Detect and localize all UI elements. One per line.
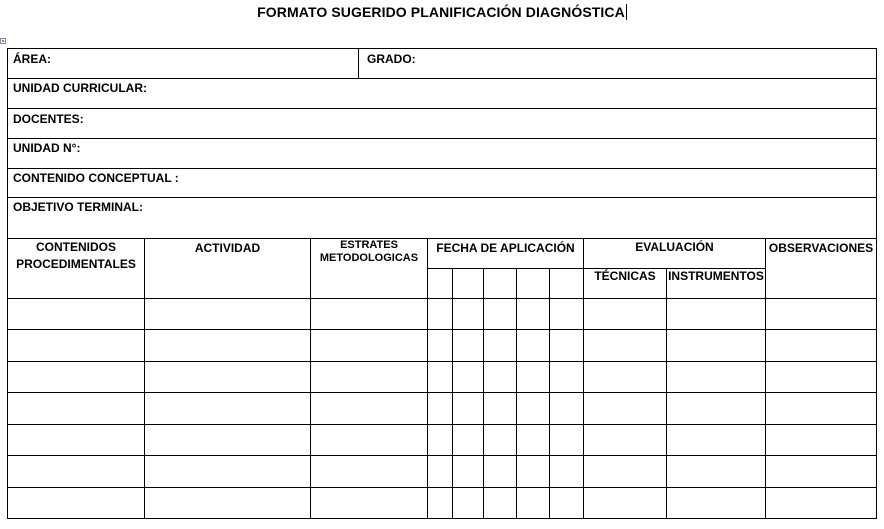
grado-field[interactable] — [359, 49, 876, 78]
table-cell[interactable] — [484, 299, 516, 329]
table-cell[interactable] — [8, 299, 144, 329]
table-cell[interactable] — [145, 425, 310, 455]
header-contenidos-line1: CONTENIDOS — [35, 240, 116, 254]
header-contenidos-line2: PROCEDIMENTALES — [16, 257, 136, 271]
header-observaciones: OBSERVACIONES — [768, 241, 874, 255]
table-cell[interactable] — [428, 393, 452, 423]
table-cell[interactable] — [517, 488, 549, 518]
header-instrumentos: INSTRUMENTOS — [668, 269, 764, 283]
table-cell[interactable] — [667, 456, 765, 486]
document-title: FORMATO SUGERIDO PLANIFICACIÓN DIAGNÓSTICA — [257, 4, 625, 20]
docentes-label: DOCENTES: — [13, 112, 84, 126]
header-actividad: ACTIVIDAD — [194, 241, 261, 255]
table-cell[interactable] — [766, 393, 876, 423]
table-cell[interactable] — [311, 456, 427, 486]
table-cell[interactable] — [453, 362, 483, 392]
table-cell[interactable] — [517, 425, 549, 455]
table-cell[interactable] — [667, 425, 765, 455]
header-contenidos-procedimentales — [8, 239, 144, 273]
table-cell[interactable] — [8, 425, 144, 455]
header-estrates-metodologicas — [311, 239, 427, 264]
table-cell[interactable] — [145, 456, 310, 486]
table-cell[interactable] — [145, 362, 310, 392]
table-cell[interactable] — [766, 299, 876, 329]
table-cell[interactable] — [311, 425, 427, 455]
table-cell[interactable] — [517, 456, 549, 486]
table-cell[interactable] — [584, 330, 666, 360]
table-cell[interactable] — [584, 362, 666, 392]
table-cell[interactable] — [453, 393, 483, 423]
table-cell[interactable] — [484, 488, 516, 518]
table-cell[interactable] — [550, 488, 583, 518]
table-cell[interactable] — [428, 425, 452, 455]
table-cell[interactable] — [453, 456, 483, 486]
table-cell[interactable] — [453, 488, 483, 518]
table-cell[interactable] — [550, 330, 583, 360]
table-cell[interactable] — [550, 456, 583, 486]
table-cell[interactable] — [484, 393, 516, 423]
area-field[interactable] — [8, 49, 358, 78]
table-cell[interactable] — [453, 299, 483, 329]
table-cell[interactable] — [145, 393, 310, 423]
table-cell[interactable] — [311, 362, 427, 392]
table-cell[interactable] — [311, 330, 427, 360]
table-cell[interactable] — [550, 299, 583, 329]
header-tecnicas: TÉCNICAS — [594, 269, 656, 283]
table-cell[interactable] — [667, 362, 765, 392]
table-cell[interactable] — [584, 393, 666, 423]
unidad-no-field[interactable] — [8, 139, 876, 168]
table-cell[interactable] — [145, 330, 310, 360]
table-cell[interactable] — [484, 330, 516, 360]
table-cell[interactable] — [8, 362, 144, 392]
table-cell[interactable] — [584, 425, 666, 455]
table-cell[interactable] — [667, 488, 765, 518]
table-cell[interactable] — [8, 456, 144, 486]
table-cell[interactable] — [428, 488, 452, 518]
table-cell[interactable] — [453, 425, 483, 455]
table-cell[interactable] — [667, 393, 765, 423]
table-cell[interactable] — [8, 393, 144, 423]
table-cell[interactable] — [8, 488, 144, 518]
table-cell[interactable] — [453, 330, 483, 360]
table-cell[interactable] — [8, 330, 144, 360]
table-cell[interactable] — [550, 393, 583, 423]
table-cell[interactable] — [484, 362, 516, 392]
table-cell[interactable] — [550, 362, 583, 392]
table-cell[interactable] — [428, 330, 452, 360]
objetivo-terminal-label: OBJETIVO TERMINAL: — [13, 200, 144, 214]
header-estrates-line2: METODOLOGICAS — [319, 252, 419, 264]
table-cell[interactable] — [145, 299, 310, 329]
table-cell[interactable] — [667, 330, 765, 360]
table-cell[interactable] — [766, 425, 876, 455]
table-cell[interactable] — [766, 488, 876, 518]
header-estrates-line1: ESTRATES — [340, 239, 398, 251]
table-cell[interactable] — [584, 488, 666, 518]
text-cursor — [626, 4, 627, 20]
table-cell[interactable] — [766, 362, 876, 392]
table-cell[interactable] — [517, 393, 549, 423]
table-cell[interactable] — [428, 456, 452, 486]
header-evaluacion: EVALUACIÓN — [635, 240, 714, 254]
table-cell[interactable] — [517, 362, 549, 392]
table-cell[interactable] — [428, 299, 452, 329]
table-cell[interactable] — [584, 456, 666, 486]
area-label: ÁREA: — [13, 52, 51, 66]
table-cell[interactable] — [145, 488, 310, 518]
table-cell[interactable] — [584, 299, 666, 329]
table-cell[interactable] — [428, 362, 452, 392]
table-cell[interactable] — [484, 425, 516, 455]
unidad-no-label: UNIDAD N°: — [13, 141, 81, 155]
header-fecha-aplicacion: FECHA DE APLICACIÓN — [436, 241, 575, 255]
table-cell[interactable] — [517, 299, 549, 329]
table-cell[interactable] — [766, 330, 876, 360]
table-anchor-icon[interactable] — [0, 38, 6, 44]
table-cell[interactable] — [311, 488, 427, 518]
grado-label: GRADO: — [367, 52, 416, 66]
table-cell[interactable] — [667, 299, 765, 329]
table-cell[interactable] — [766, 456, 876, 486]
table-cell[interactable] — [550, 425, 583, 455]
table-cell[interactable] — [311, 393, 427, 423]
unidad-curricular-label: UNIDAD CURRICULAR: — [13, 81, 147, 95]
table-cell[interactable] — [517, 330, 549, 360]
row-divider — [7, 518, 877, 519]
table-cell[interactable] — [484, 456, 516, 486]
table-cell[interactable] — [311, 299, 427, 329]
contenido-conceptual-label: CONTENIDO CONCEPTUAL : — [13, 171, 179, 185]
docentes-field[interactable] — [8, 109, 876, 138]
